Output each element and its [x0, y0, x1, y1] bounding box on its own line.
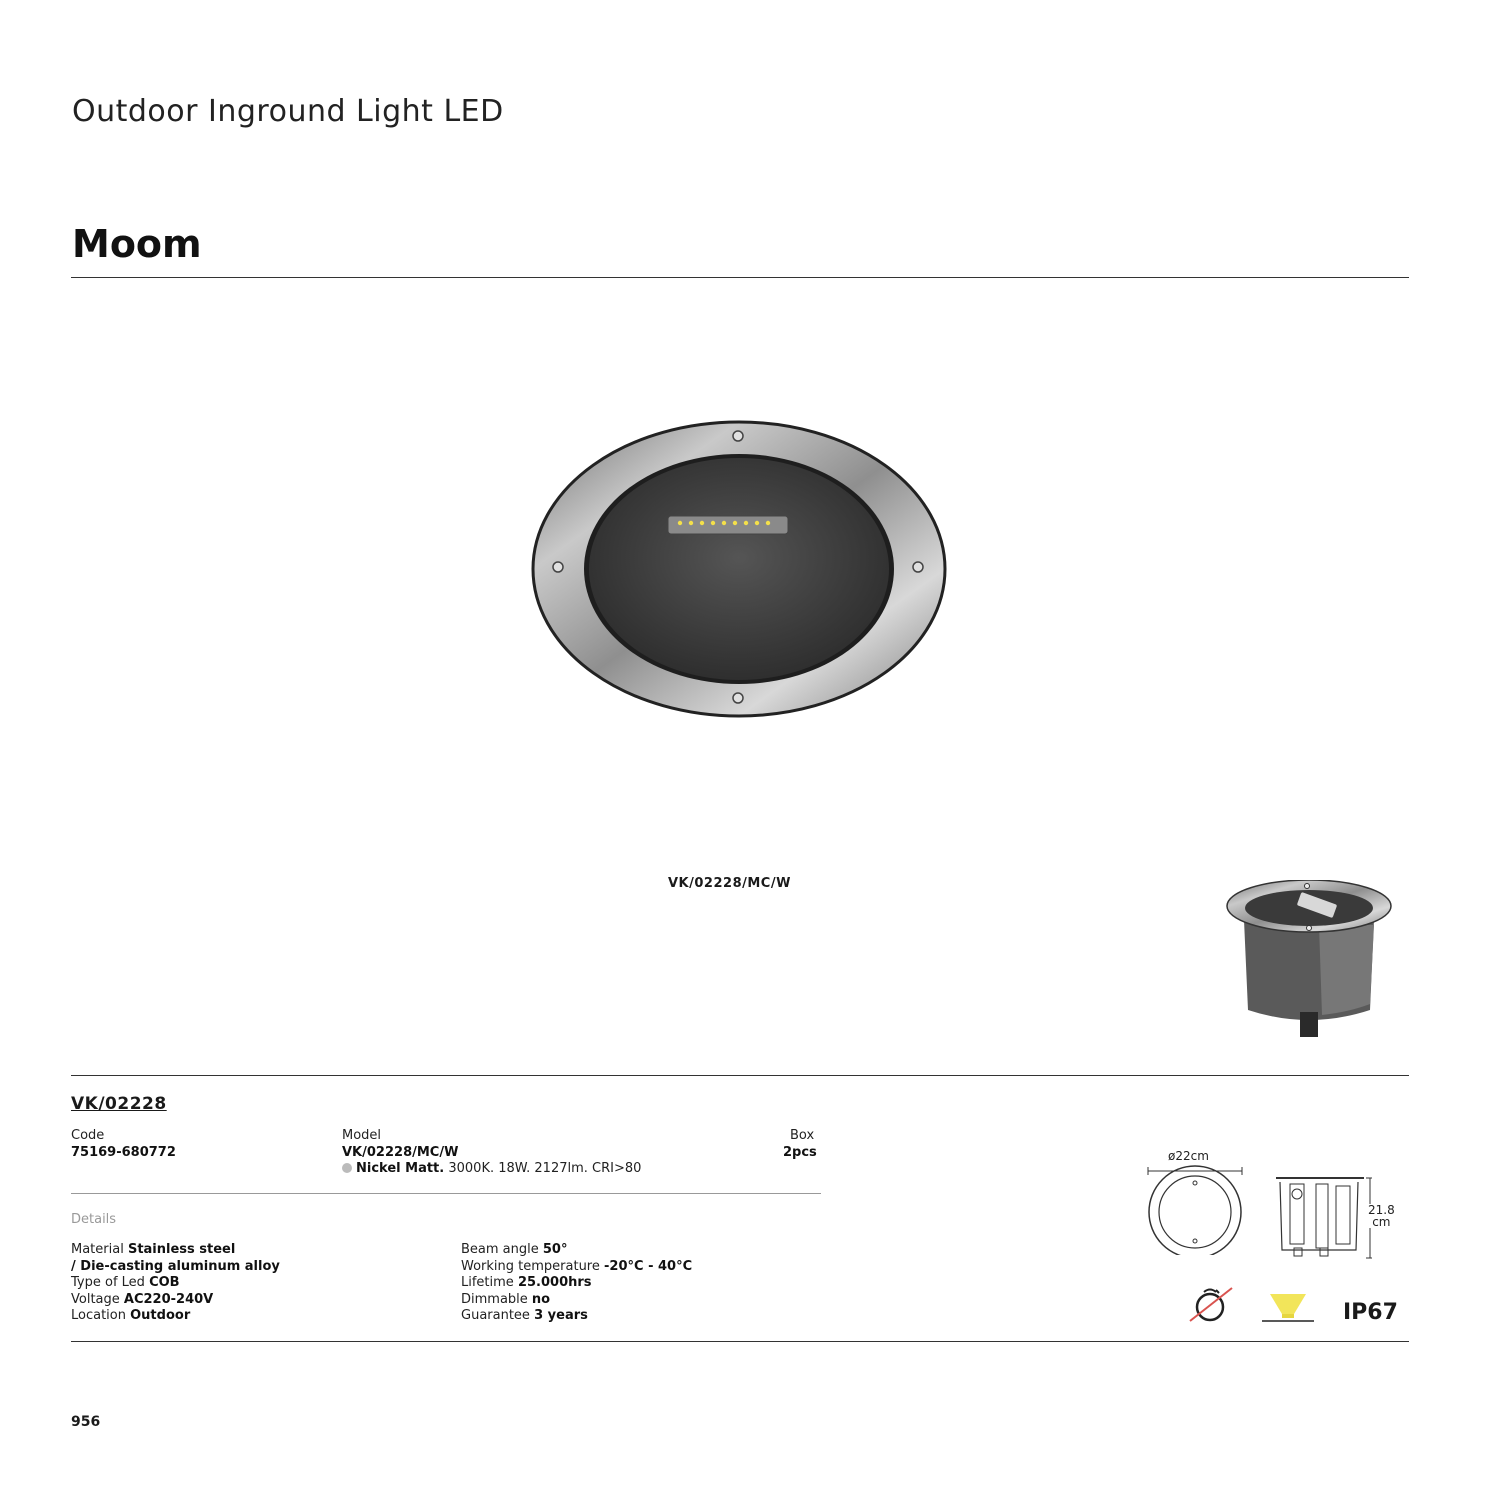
spec-led-type: Type of Led COB	[71, 1275, 180, 1290]
model-value: VK/02228/MC/W	[342, 1145, 459, 1160]
category-title: Outdoor Inground Light LED	[72, 94, 504, 129]
spec-voltage: Voltage AC220-240V	[71, 1291, 214, 1307]
code-value: 75169-680772	[71, 1145, 176, 1160]
box-label: Box	[790, 1128, 815, 1143]
box-value: 2pcs	[783, 1145, 817, 1160]
specs-divider-top	[71, 1075, 1409, 1076]
specs-divider-bottom	[71, 1341, 1409, 1342]
model-finish-row	[342, 1161, 641, 1176]
product-top-view-image	[530, 418, 950, 720]
spec-lifetime: Lifetime 25.000hrs	[461, 1275, 592, 1290]
spec-material: Material Stainless steel	[71, 1242, 236, 1257]
header-divider	[71, 277, 1409, 278]
no-dimmer-icon	[1186, 1286, 1236, 1324]
finish-color-swatch	[342, 1163, 352, 1173]
spec-location: Location Outdoor	[71, 1308, 191, 1323]
height-drawing-icon	[1272, 1174, 1372, 1260]
details-left-column	[71, 1242, 280, 1325]
spec-dimmable: Dimmable no	[461, 1291, 551, 1307]
details-title: Details	[71, 1212, 117, 1227]
details-divider	[71, 1193, 821, 1194]
model-label: Model	[342, 1128, 382, 1143]
model-specs: 3000K. 18W. 2127lm. CRI>80	[448, 1161, 642, 1176]
ip-rating: IP67	[1343, 1300, 1398, 1325]
diameter-label: ø22cm	[1168, 1149, 1209, 1163]
page-number: 956	[71, 1414, 101, 1430]
spec-working-temp: Working temperature -20°C - 40°C	[461, 1258, 693, 1274]
diameter-drawing-icon	[1145, 1165, 1245, 1255]
code-label: Code	[71, 1128, 105, 1143]
product-name: Moom	[72, 222, 202, 266]
product-code-title: VK/02228	[71, 1094, 167, 1114]
image-caption: VK/02228/MC/W	[668, 876, 791, 891]
spec-guarantee: Guarantee 3 years	[461, 1308, 588, 1323]
product-side-view-image	[1224, 880, 1394, 1044]
spec-beam-angle: Beam angle 50°	[461, 1242, 568, 1257]
height-label: 21.8 cm	[1368, 1203, 1395, 1229]
spec-material-cont: / Die-casting aluminum alloy	[71, 1258, 280, 1274]
finish-name: Nickel Matt.	[356, 1161, 445, 1176]
details-right-column	[461, 1242, 692, 1325]
beam-light-icon	[1260, 1286, 1316, 1324]
